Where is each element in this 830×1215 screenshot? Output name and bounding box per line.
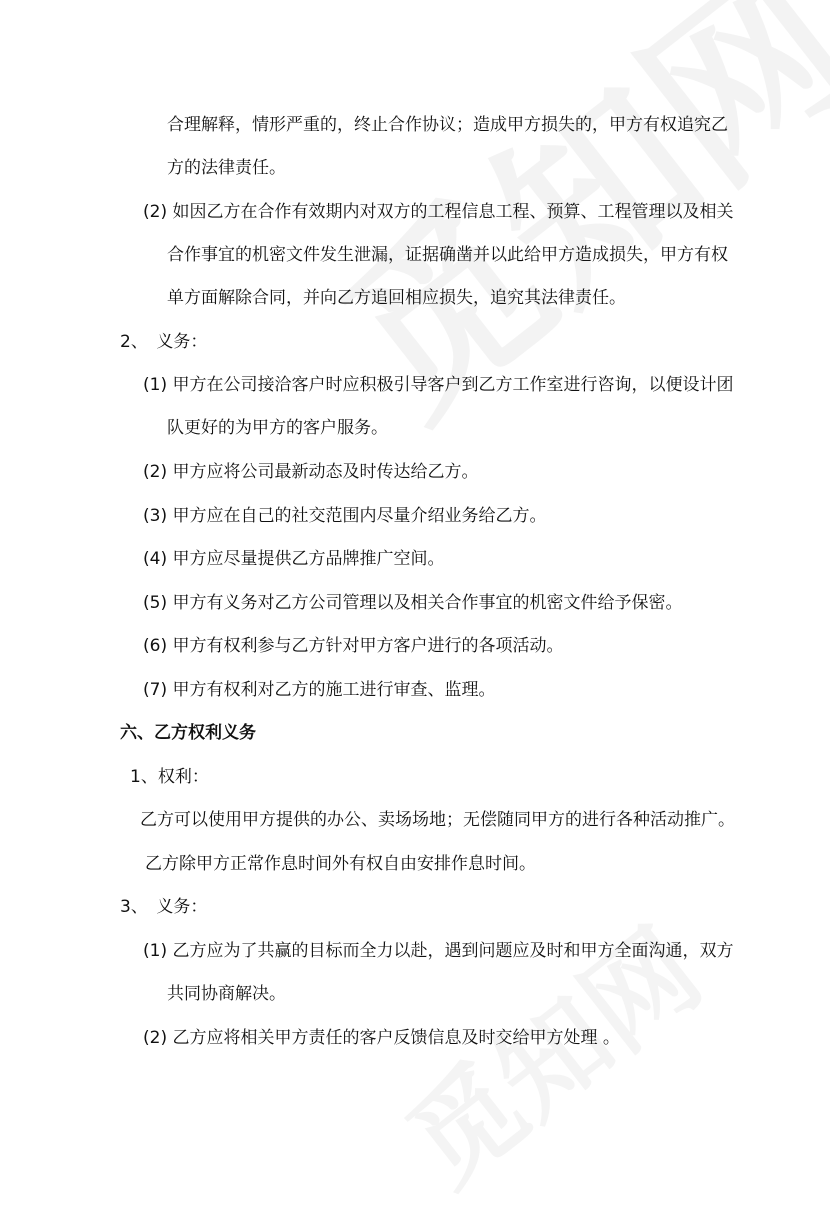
watermark-bottom [370,887,727,1215]
text-line: 乙方除甲方正常作息时间外有权自由安排作息时间。 [145,854,536,874]
list-item: (7) 甲方有权利对乙方的施工进行审查、监理。 [143,680,496,700]
list-item: (4) 甲方应尽量提供乙方品牌推广空间。 [143,549,445,569]
list-item: (6) 甲方有权利参与乙方针对甲方客户进行的各项活动。 [143,636,564,656]
text-line: 单方面解除合同，并向乙方追回相应损失，追究其法律责任。 [167,288,626,308]
list-item: (1) 甲方在公司接洽客户时应积极引导客户到乙方工作室进行咨询，以便设计团 [143,375,734,395]
list-item: (2) 如因乙方在合作有效期内对双方的工程信息工程、预算、工程管理以及相关 [143,202,734,222]
list-item: (3) 甲方应在自己的社交范围内尽量介绍业务给乙方。 [143,506,547,526]
section-subheading: 3、 义务： [120,897,208,917]
text-line: 合理解释，情形严重的，终止合作协议；造成甲方损失的，甲方有权追究乙 [167,115,728,135]
text-line: 共同协商解决。 [167,984,286,1004]
text-line: 方的法律责任。 [167,158,286,178]
section-subheading: 2、 义务： [120,332,208,352]
section-heading: 六、乙方权利义务 [120,723,256,743]
list-item: (2) 甲方应将公司最新动态及时传达给乙方。 [143,462,479,482]
text-line: 乙方可以使用甲方提供的办公、卖场场地；无偿随同甲方的进行各种活动推广。 [140,810,735,830]
list-item: (5) 甲方有义务对乙方公司管理以及相关合作事宜的机密文件给予保密。 [143,593,683,613]
section-subheading: 1、权利： [130,767,209,787]
list-item: (1) 乙方应为了共赢的目标而全力以赴，遇到问题应及时和甲方全面沟通，双方 [143,941,734,961]
list-item: (2) 乙方应将相关甲方责任的客户反馈信息及时交给甲方处理 。 [143,1028,620,1048]
text-line: 合作事宜的机密文件发生泄漏，证据确凿并以此给甲方造成损失，甲方有权 [167,245,728,265]
text-line: 队更好的为甲方的客户服务。 [167,418,388,438]
